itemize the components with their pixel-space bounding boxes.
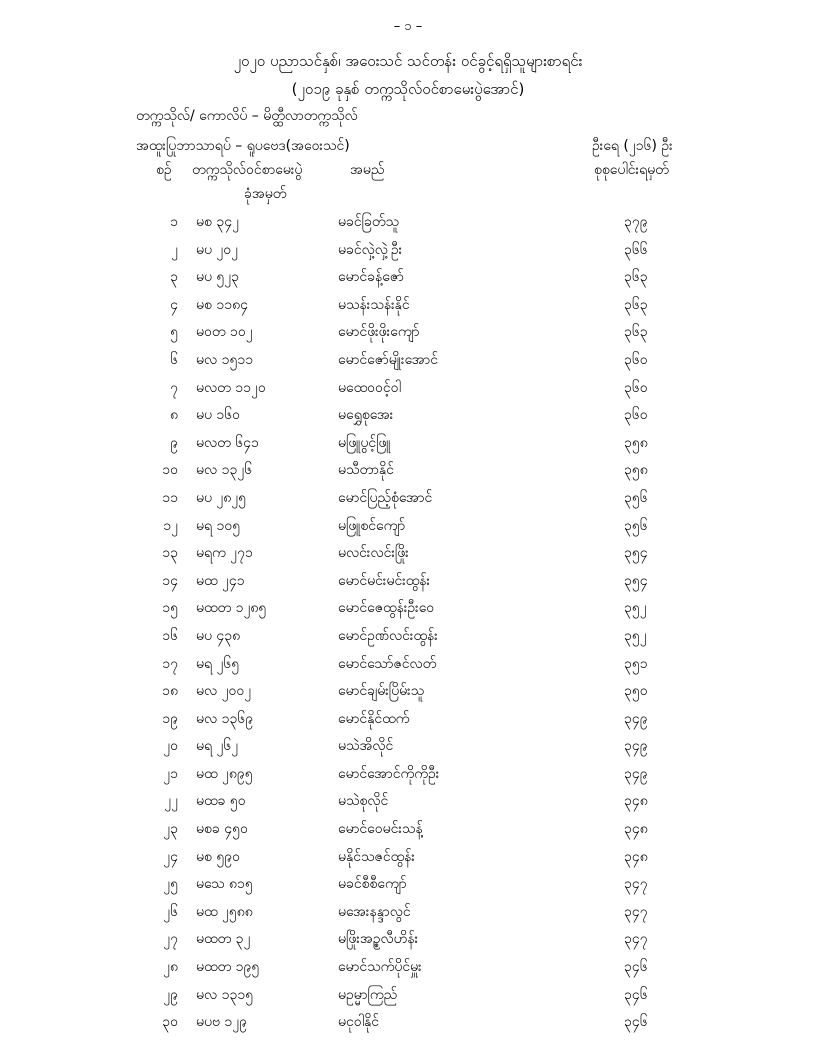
row-number: ၁၆ bbox=[162, 627, 178, 644]
row-number: ၂၉ bbox=[163, 986, 178, 1003]
roll-number: မစ ၁၁၈၄ bbox=[196, 296, 248, 313]
total-marks: ၃၄၇ bbox=[624, 876, 648, 893]
total-marks: ၃၄၆ bbox=[624, 959, 648, 976]
total-marks: ၃၆၆ bbox=[624, 241, 648, 258]
total-marks: ၃၅၀ bbox=[624, 683, 648, 700]
total-marks: ၃၄၇ bbox=[624, 903, 648, 920]
total-marks: ၃၄၇ bbox=[624, 931, 648, 948]
roll-number: မရ ၂၆၂ bbox=[196, 738, 239, 755]
row-number: ၁ bbox=[170, 214, 178, 230]
row-number: ၁၈ bbox=[162, 683, 178, 700]
roll-number: မလတ ၁၁၂၀ bbox=[196, 379, 266, 396]
table-row bbox=[0, 405, 816, 433]
row-number: ၂၈ bbox=[163, 959, 178, 976]
student-name: မဖြူစင်ကျော် bbox=[338, 517, 406, 534]
total-marks: ၃၇၉ bbox=[624, 214, 648, 230]
page-number: – ၁ – bbox=[393, 19, 423, 34]
table-row bbox=[0, 654, 816, 682]
roll-number: မရ ၁၀၅ bbox=[196, 517, 241, 534]
roll-number: မသေ ၈၁၅ bbox=[196, 876, 253, 893]
table-row bbox=[0, 350, 816, 378]
roll-number: မစ ၃၄၂ bbox=[196, 214, 239, 230]
student-name: မထေဝဝင့်ဝါ bbox=[338, 379, 401, 396]
student-name: မနိုင်သဇင်ထွန်း bbox=[338, 848, 415, 865]
table-row bbox=[0, 985, 816, 1013]
table-row bbox=[0, 764, 816, 792]
roll-number: မလ ၁၃၁၅ bbox=[196, 986, 254, 1003]
roll-number: မထ ၂၈၉၅ bbox=[196, 765, 253, 782]
row-number: ၂၄ bbox=[163, 848, 178, 865]
table-row bbox=[0, 488, 816, 516]
roll-number: မပ ၂၀၂ bbox=[196, 241, 239, 258]
student-name: မောင်ချမ်းပြိမ်းသူ bbox=[338, 683, 425, 700]
total-marks: ၃၅၂ bbox=[624, 600, 647, 617]
student-name: မသဲစုလိုင် bbox=[338, 793, 389, 810]
student-name: မောင်သော်ဇင်လတ် bbox=[338, 655, 437, 672]
table-row bbox=[0, 736, 816, 764]
row-number: ၃ bbox=[170, 269, 178, 286]
row-number: ၈ bbox=[170, 407, 178, 424]
table-row bbox=[0, 516, 816, 544]
student-name: မောင်နိုင်ထက် bbox=[338, 710, 410, 727]
student-name: မဖြူပွင့်ဖြူ bbox=[338, 434, 391, 451]
total-marks: ၃၆၃ bbox=[624, 296, 648, 313]
row-number: ၂၇ bbox=[163, 931, 178, 948]
total-marks: ၃၅၈ bbox=[624, 462, 648, 479]
roll-number: မစခ ၄၅၀ bbox=[196, 821, 248, 838]
roll-number: မလ ၁၃၆၉ bbox=[196, 710, 254, 727]
roll-number: မပဗ ၁၂၉ bbox=[196, 1014, 248, 1031]
student-name: မငုဝါနိုင် bbox=[338, 1014, 380, 1031]
student-name: မသဲအိလိုင် bbox=[338, 738, 394, 755]
student-name: မခင်ခြတ်သူ bbox=[338, 214, 400, 230]
student-name: မောင်ဖိုးဖိုးကျော် bbox=[338, 324, 420, 341]
table-row bbox=[0, 433, 816, 461]
table-row bbox=[0, 571, 816, 599]
roll-number: မရ ၂၆၅ bbox=[196, 655, 240, 672]
row-number: ၂၂ bbox=[164, 793, 178, 810]
roll-number: မထခ ၅၀ bbox=[196, 793, 246, 810]
column-header-roll: တက္ကသိုလ်ဝင်စာမေးပွဲ bbox=[192, 162, 303, 178]
row-number: ၁၀ bbox=[162, 462, 178, 479]
total-marks: ၃၄၈ bbox=[624, 821, 648, 838]
roll-number: မထတ ၃၂ bbox=[196, 931, 251, 948]
student-name: မောင်သက်ပိုင်မှူး bbox=[338, 959, 422, 976]
roll-number: မလ ၁၃၂၆ bbox=[196, 462, 253, 479]
total-marks: ၃၆၃ bbox=[624, 269, 648, 286]
total-count: ဦးရေ (၂၁၆) ဦး bbox=[592, 138, 673, 154]
results-table bbox=[0, 212, 816, 1040]
table-row bbox=[0, 847, 816, 875]
student-name: မောင်ခန့်ဇော် bbox=[338, 269, 404, 286]
student-name: မဖြိုးအဥ္စလီဟိန်း bbox=[338, 931, 419, 948]
document-subtitle: (၂၀၁၉ ခုနှစ် တက္ကသိုလ်ဝင်စာမေးပွဲအောင်) bbox=[291, 80, 525, 98]
table-row bbox=[0, 709, 816, 737]
row-number: ၃၀ bbox=[162, 1014, 178, 1031]
total-marks: ၃၅၈ bbox=[624, 434, 648, 451]
table-row bbox=[0, 957, 816, 985]
total-marks: ၃၆၀ bbox=[624, 379, 648, 396]
table-row bbox=[0, 543, 816, 571]
total-marks: ၃၆၀ bbox=[624, 351, 648, 368]
roll-number: မစ ၅၉၀ bbox=[196, 848, 240, 865]
row-number: ၆ bbox=[170, 351, 178, 368]
roll-number: မလတ ၆၄၁ bbox=[196, 434, 259, 451]
table-row bbox=[0, 212, 816, 240]
roll-number: မဝတ ၁၀၂ bbox=[196, 324, 253, 341]
roll-number: မပ ၁၆၀ bbox=[196, 407, 241, 424]
student-name: မရွှေစုအေး bbox=[338, 407, 394, 424]
row-number: ၂၀ bbox=[163, 738, 178, 755]
row-number: ၄ bbox=[170, 296, 178, 313]
table-row bbox=[0, 240, 816, 268]
row-number: ၇ bbox=[170, 379, 178, 396]
student-name: မောင်ဥဏ်လင်းထွန်း bbox=[338, 627, 438, 644]
total-marks: ၃၄၉ bbox=[624, 738, 648, 755]
column-header-roll-line2: ခုံအမှတ် bbox=[244, 186, 287, 202]
table-row bbox=[0, 267, 816, 295]
roll-number: မပ ၄၃၈ bbox=[196, 627, 241, 644]
row-number: ၁၅ bbox=[162, 600, 178, 617]
roll-number: မပ ၂၈၂၅ bbox=[196, 489, 247, 506]
row-number: ၂၁ bbox=[163, 765, 178, 782]
student-name: မောင်အောင်ကိုကိုဦး bbox=[338, 765, 440, 782]
row-number: ၁၉ bbox=[162, 710, 178, 727]
student-name: မောင်ဝေမင်းသန့် bbox=[338, 821, 423, 838]
row-number: ၁၂ bbox=[163, 517, 178, 534]
total-marks: ၃၄၉ bbox=[624, 765, 648, 782]
student-name: မလင်းလင်းဖြိုး bbox=[338, 545, 409, 562]
roll-number: မလ ၁၅၁၁ bbox=[196, 351, 254, 368]
total-marks: ၃၅၄ bbox=[624, 545, 648, 562]
total-marks: ၃၄၉ bbox=[624, 710, 648, 727]
row-number: ၁၄ bbox=[162, 572, 178, 589]
university-line: တက္ကသိုလ်/ ကောလိပ် – မိတ္ထီလာတက္ကသိုလ် bbox=[136, 108, 358, 124]
table-row bbox=[0, 378, 816, 406]
roll-number: မထတ ၁၂၈၅ bbox=[196, 600, 267, 617]
roll-number: မပ ၅၂၃ bbox=[196, 269, 240, 286]
row-number: ၂၅ bbox=[163, 876, 178, 893]
table-row bbox=[0, 1012, 816, 1040]
column-header-no: စဉ် bbox=[156, 162, 172, 178]
table-row bbox=[0, 874, 816, 902]
total-marks: ၃၆၃ bbox=[624, 324, 648, 341]
total-marks: ၃၆၀ bbox=[624, 407, 648, 424]
column-header-name: အမည် bbox=[350, 162, 385, 178]
row-number: ၂၃ bbox=[163, 821, 178, 838]
table-row bbox=[0, 929, 816, 957]
student-name: မောင်ဇော်မျိုးအောင် bbox=[338, 351, 439, 368]
student-name: မဥမ္မာကြည် bbox=[338, 986, 398, 1003]
total-marks: ၃၄၆ bbox=[624, 1014, 648, 1031]
row-number: ၂၆ bbox=[163, 903, 178, 920]
total-marks: ၃၅၆ bbox=[624, 489, 648, 506]
row-number: ၅ bbox=[170, 324, 178, 341]
total-marks: ၃၄၈ bbox=[624, 793, 648, 810]
student-name: မသီတာနိုင် bbox=[338, 462, 394, 479]
row-number: ၁၇ bbox=[162, 655, 178, 672]
table-row bbox=[0, 295, 816, 323]
column-header-marks: စုစုပေါင်းရမှတ် bbox=[594, 162, 669, 178]
row-number: ၁၁ bbox=[162, 489, 178, 506]
total-marks: ၃၄၆ bbox=[624, 986, 648, 1003]
total-marks: ၃၅၆ bbox=[624, 517, 648, 534]
roll-number: မလ ၂၀၀၂ bbox=[196, 683, 252, 700]
table-row bbox=[0, 598, 816, 626]
row-number: ၁၃ bbox=[162, 545, 178, 562]
student-name: မခင်စီစီကျော် bbox=[338, 876, 407, 893]
row-number: ၉ bbox=[170, 434, 178, 451]
table-row bbox=[0, 322, 816, 350]
total-marks: ၃၅၄ bbox=[624, 572, 648, 589]
table-row bbox=[0, 681, 816, 709]
total-marks: ၃၅၂ bbox=[624, 627, 647, 644]
table-row bbox=[0, 626, 816, 654]
total-marks: ၃၄၈ bbox=[624, 848, 648, 865]
total-marks: ၃၅၁ bbox=[624, 655, 648, 672]
student-name: မခင်လှဲ့လှဲ့ဦး bbox=[338, 241, 403, 258]
table-row bbox=[0, 460, 816, 488]
student-name: မောင်ဇေထွန်းဦးဝေ bbox=[338, 600, 435, 617]
student-name: မအေးနန္ဒာလွင် bbox=[338, 903, 411, 920]
table-row bbox=[0, 791, 816, 819]
table-row bbox=[0, 902, 816, 930]
major-line: အထူးပြုဘာသာရပ် – ရူပဗေဒ(အဝေးသင်) bbox=[136, 138, 350, 154]
row-number: ၂ bbox=[171, 241, 178, 258]
student-name: မသန်းသန်းနိုင် bbox=[338, 296, 410, 313]
document-title: ၂၀၂၀ ပညာသင်နှစ်၊ အဝေးသင် သင်တန်း ဝင်ခွင့်ရရှိသူများစာရင်း bbox=[233, 52, 583, 70]
student-name: မောင်မင်းမင်းထွန်း bbox=[338, 572, 431, 589]
roll-number: မရက ၂၇၁ bbox=[196, 545, 253, 562]
roll-number: မထ ၂၅၈၈ bbox=[196, 903, 253, 920]
roll-number: မထ ၂၄၁ bbox=[196, 572, 245, 589]
table-row bbox=[0, 819, 816, 847]
student-name: မောင်ပြည့်စုံအောင် bbox=[338, 489, 433, 506]
roll-number: မထတ ၁၉၅ bbox=[196, 959, 260, 976]
